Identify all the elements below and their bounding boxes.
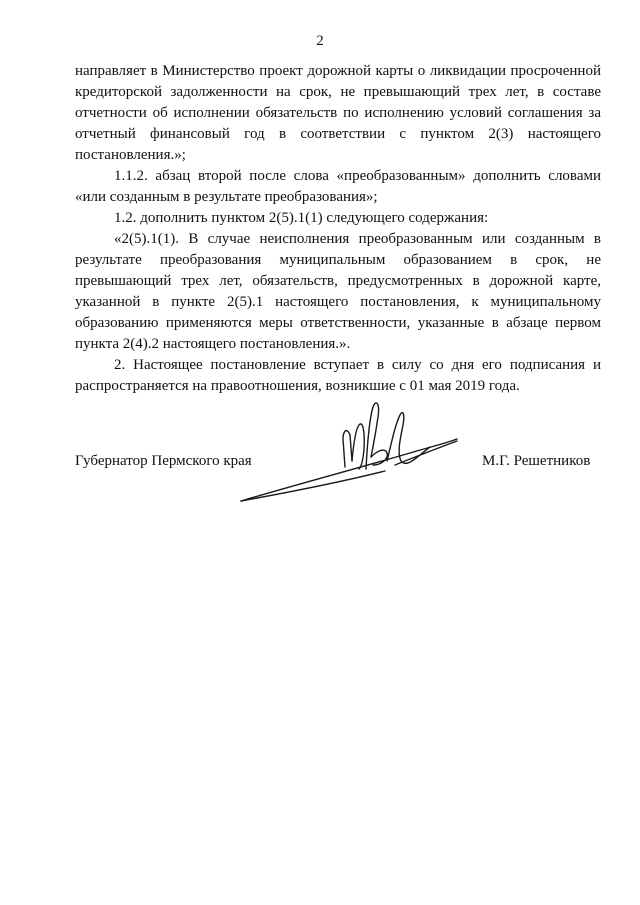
paragraph-continuation: направляет в Министерство проект дорожной карты о ликвидации просроченной кредиторской задолженности на срок, не превышающий трех лет, в составе отчетности об исполнении обязательств по исполнению условий соглашения за отчетный финансовый год в соответствии с пунктом 2(3) настоящего постановления.»; [75,63,601,163]
paragraph-1-1-2: 1.1.2. абзац второй после слова «преобразованным» дополнить словами «или созданным в результате преобразования»; [75,168,601,205]
signature-icon [235,395,475,510]
paragraph-2: 2. Настоящее постановление вступает в силу со дня его подписания и распространяется на правоотношения, возникшие с 01 мая 2019 года. [75,357,601,394]
signatory-position: Губернатор Пермского края [75,453,252,469]
document-body [75,61,601,397]
signatory-name: М.Г. Решетников [482,453,591,469]
paragraph-2-5-1-1: «2(5).1(1). В случае неисполнения преобразованным или созданным в результате преобразования муниципальным образованием в срок, не превышающий трех лет, обязательств, предусмотренных в дорожной карте, указанной в пункте 2(5).1 настоящего постановления, к муниципальному образованию применяются меры ответственности, указанные в абзаце первом пункта 2(4).2 настоящего постановления.». [75,231,601,352]
page-number: 2 [316,33,324,49]
paragraph-1-2: 1.2. дополнить пунктом 2(5).1(1) следующего содержания: [114,210,489,226]
